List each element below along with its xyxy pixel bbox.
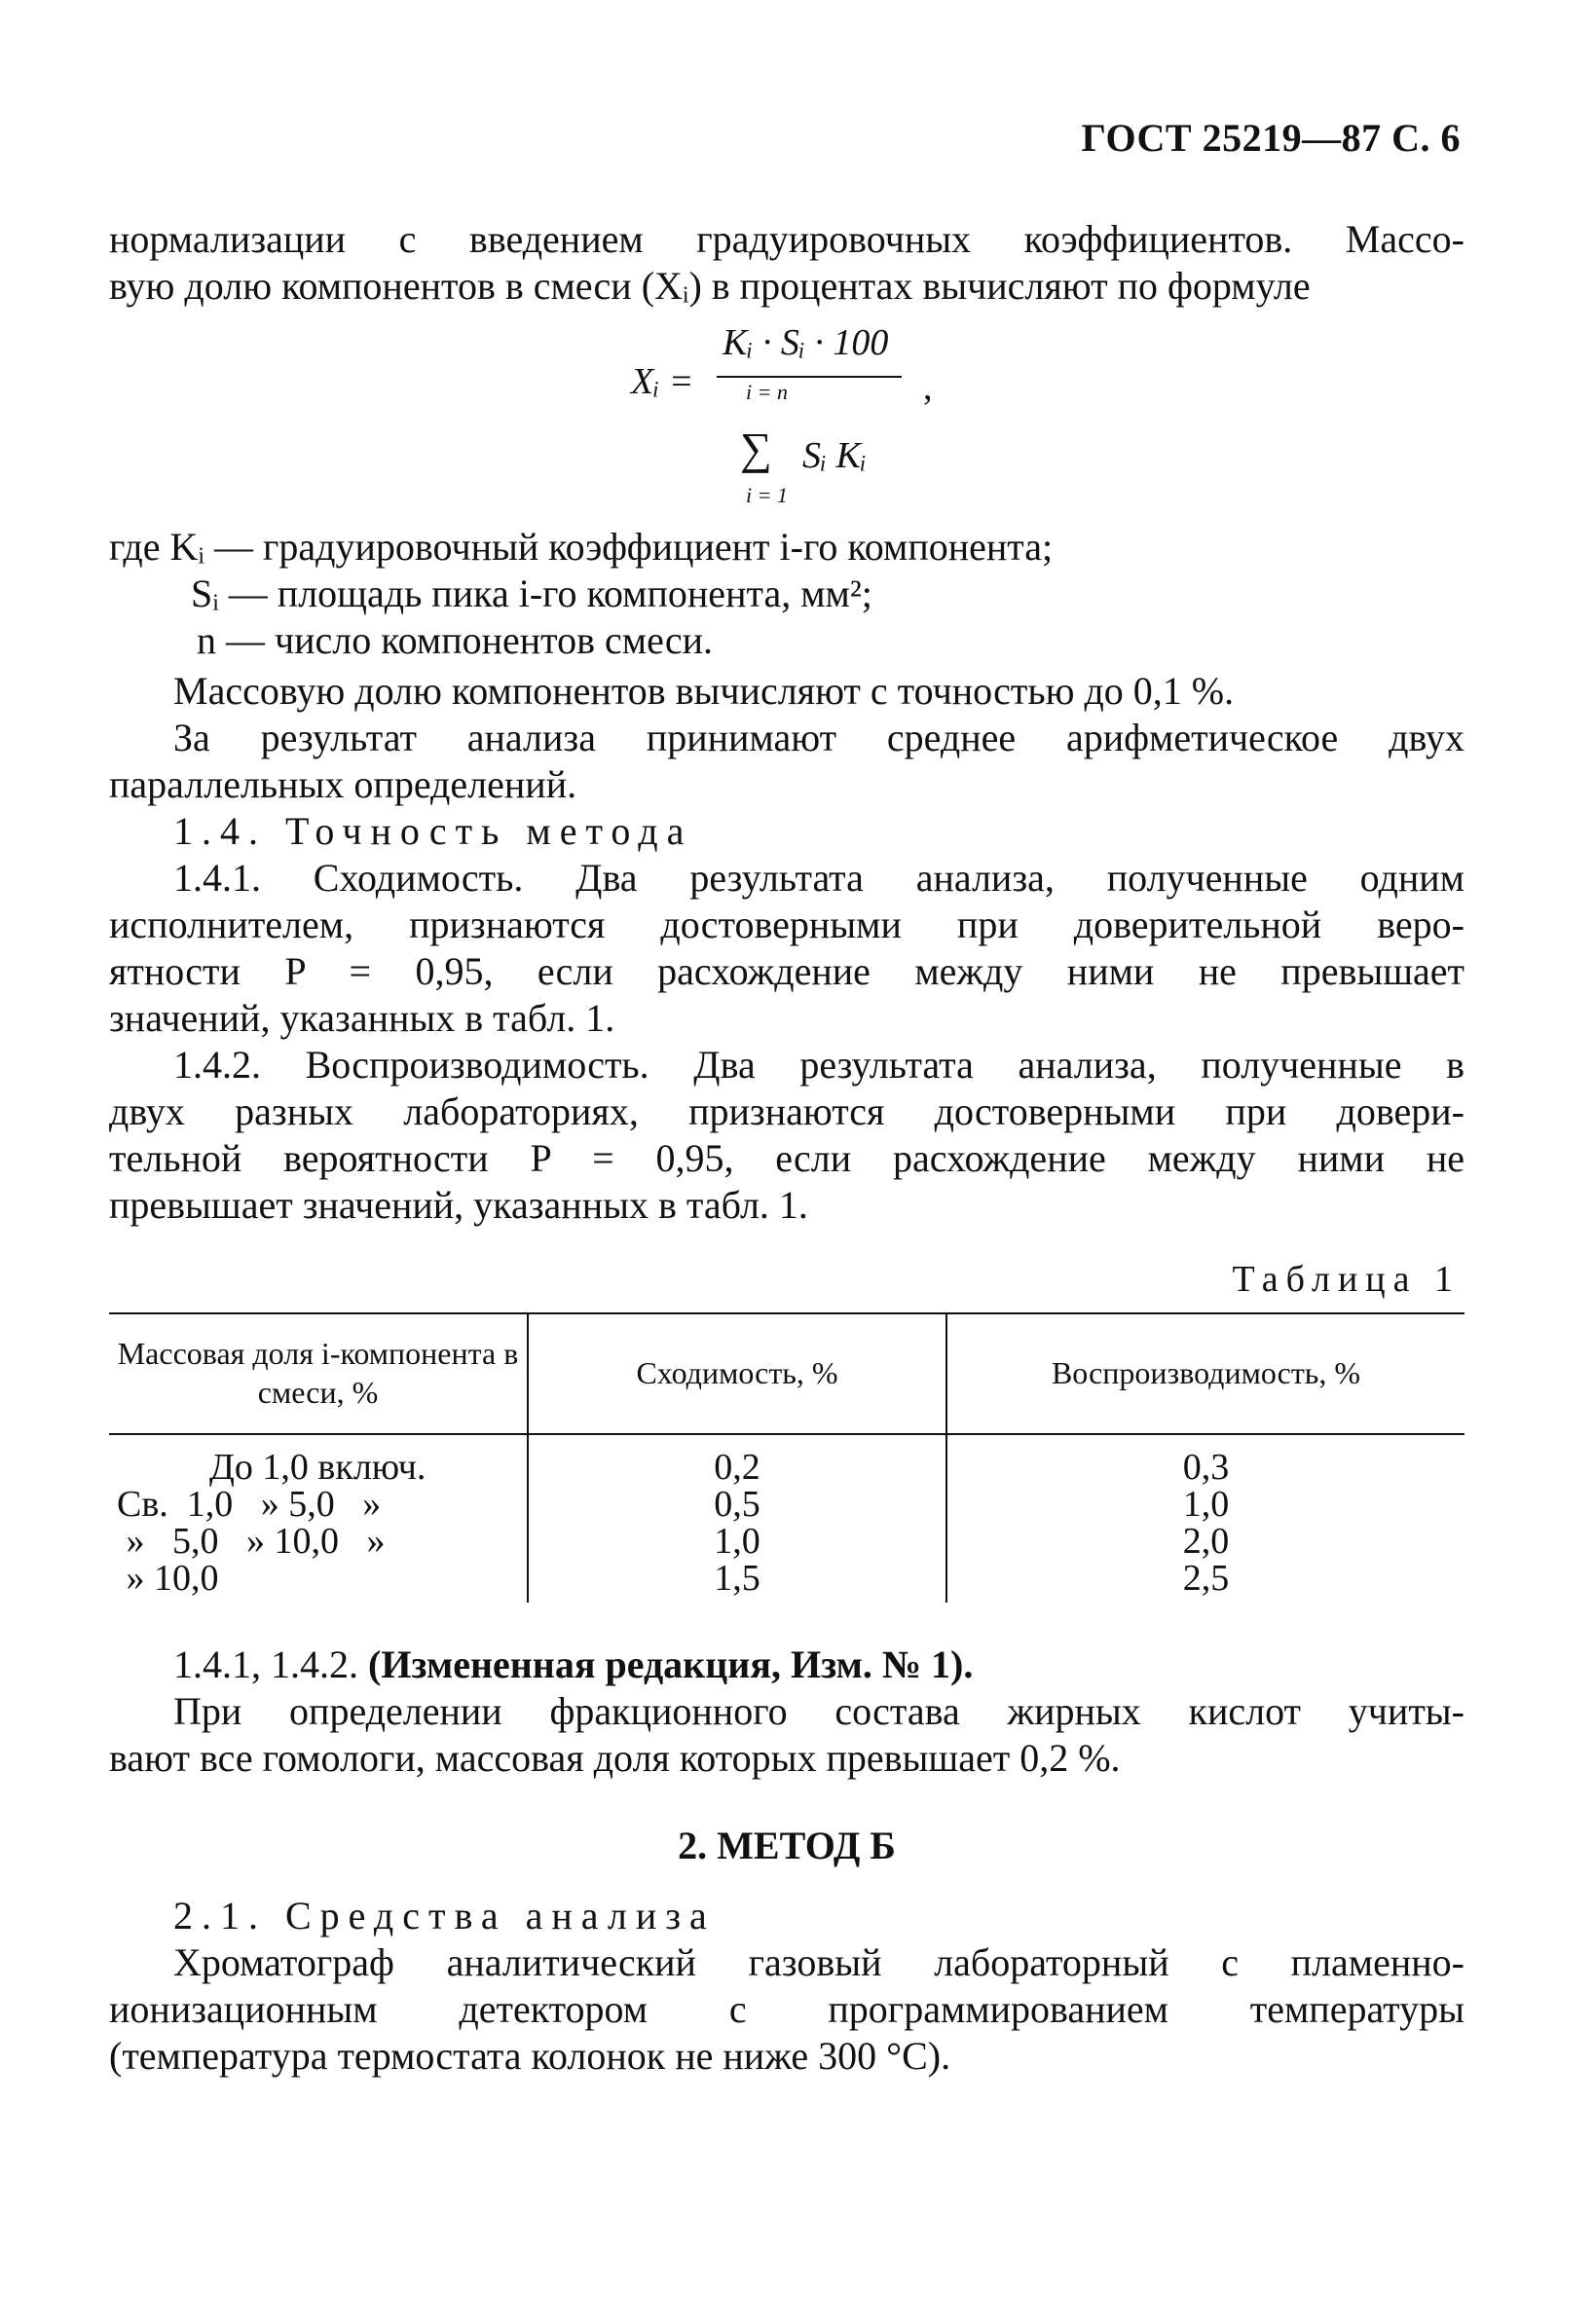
formula-denominator: Sᵢ Kᵢ — [802, 435, 867, 476]
definition-n: n — число компонентов смеси. — [197, 618, 713, 662]
homolog-line-1: При определении фракционного состава жирных кислот учиты- — [173, 1689, 1464, 1733]
table-caption: Таблица 1 — [1232, 1259, 1461, 1300]
s142-line-4: превышает значений, указанных в табл. 1. — [109, 1183, 808, 1227]
intro-line-1: нормализации с введением градуировочных коэффициентов. Массо- — [109, 217, 1464, 261]
convergence-value: 0,2 — [528, 1434, 946, 1486]
row-label: Св. 1,0 » 5,0 » — [117, 1484, 382, 1525]
table-header-row — [109, 1313, 1464, 1434]
table-row — [109, 1486, 1464, 1523]
s142-line-1: 1.4.2. Воспроизводимость. Два результата анализа, полученные в — [173, 1043, 1464, 1087]
convergence-value: 0,5 — [528, 1486, 946, 1523]
reproducibility-value: 2,0 — [946, 1523, 1464, 1560]
s141-line-3: ятности P = 0,95, если расхождение между ними не превышает — [109, 949, 1464, 993]
convergence-value: 1,0 — [528, 1523, 946, 1560]
amendment-prefix: 1.4.1, 1.4.2. — [173, 1642, 368, 1686]
homolog-line-2: вают все гомологи, массовая доля которых превышает 0,2 %. — [109, 1736, 1121, 1780]
accuracy-paragraph: Массовую долю компонентов вычисляют с точностью до 0,1 %. — [173, 669, 1235, 713]
amendment-note — [109, 1642, 1464, 1688]
s141-line-4: значений, указанных в табл. 1. — [109, 996, 615, 1040]
intro-paragraph — [109, 216, 1464, 310]
table-row — [109, 1434, 1464, 1486]
fraction-bar — [717, 376, 902, 378]
amendment-bold: (Измененная редакция, Изм. № 1). — [368, 1642, 974, 1686]
result-line-2: параллельных определений. — [109, 762, 577, 806]
formula-numerator: Kᵢ · Sᵢ · 100 — [723, 322, 889, 363]
row-label: » 5,0 » 10,0 » — [117, 1521, 386, 1562]
main-text — [109, 668, 1464, 1229]
reproducibility-value: 1,0 — [946, 1486, 1464, 1523]
sum-lower-limit: i = 1 — [746, 483, 788, 507]
section-1-4-title: 1.4. Точность метода — [173, 809, 693, 853]
after-table-text — [109, 1642, 1464, 1782]
s141-line-1: 1.4.1. Сходимость. Два результата анализа, полученные одним — [173, 856, 1464, 900]
table-1 — [109, 1312, 1464, 1603]
row-label: » 10,0 — [117, 1558, 219, 1599]
intro-line-2: вую долю компонентов в смеси (Xᵢ) в процентах вычисляют по формуле — [109, 264, 1311, 308]
s141-line-2: исполнителем, признаются достоверными при доверительной веро- — [109, 903, 1464, 946]
row-label: До 1,0 включ. — [117, 1447, 426, 1488]
s21-line-1: Хроматограф аналитический газовый лабораторный с пламенно- — [173, 1940, 1464, 1984]
sum-upper-limit: i = n — [746, 380, 788, 404]
section-2-text — [109, 1893, 1464, 2080]
definition-k: где Kᵢ — градуировочный коэффициент i-го компонента; — [109, 525, 1054, 569]
s21-line-3: (температура термостата колонок не ниже 300 °С). — [109, 2034, 951, 2078]
s142-line-2: двух разных лабораториях, признаются достоверными при довери- — [109, 1089, 1464, 1133]
reproducibility-value: 0,3 — [946, 1434, 1464, 1486]
formula-comma: , — [923, 367, 933, 408]
result-line-1: За результат анализа принимают среднее арифметическое двух — [173, 716, 1464, 759]
formula-lhs: Xᵢ = — [631, 361, 694, 402]
definition-s: Sᵢ — площадь пика i-го компонента, мм²; — [191, 572, 872, 615]
definitions-block — [109, 524, 1053, 664]
header-mass-fraction: Массовая доля i-компонента в смеси, % — [109, 1313, 528, 1434]
section-2-1-title: 2.1. Средства анализа — [173, 1894, 716, 1937]
header-convergence: Сходимость, % — [528, 1313, 946, 1434]
reproducibility-value: 2,5 — [946, 1560, 1464, 1603]
s21-line-2: ионизационным детектором с программированием температуры — [109, 1987, 1464, 2031]
table-row — [109, 1523, 1464, 1560]
header-reproducibility: Воспроизводимость, % — [946, 1313, 1464, 1434]
formula — [631, 321, 1020, 516]
s142-line-3: тельной вероятности P = 0,95, если расхождение между ними не — [109, 1136, 1464, 1180]
sum-symbol: ∑ — [740, 424, 772, 473]
table-row — [109, 1560, 1464, 1603]
convergence-value: 1,5 — [528, 1560, 946, 1603]
page-header: ГОСТ 25219—87 С. 6 — [1081, 116, 1461, 160]
section-2-title: 2. МЕТОД Б — [678, 1824, 896, 1867]
